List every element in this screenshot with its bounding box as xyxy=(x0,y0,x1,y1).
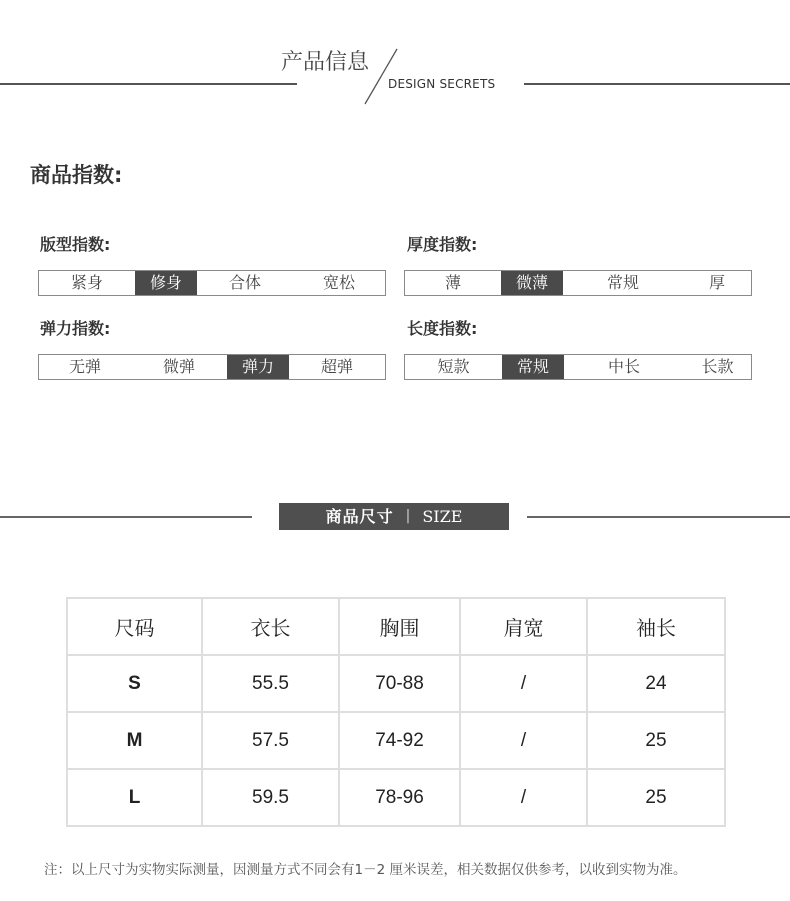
measurement-note: 注：以上尺寸为实物实际测量，因测量方式不同会有1－2 厘米误差，相关数据仅供参考，以收到实物为准。 xyxy=(44,862,687,878)
thickness-index-scale xyxy=(404,270,752,296)
length-index-label: 长度指数: xyxy=(407,319,478,338)
elasticity-option: 无弹 xyxy=(68,357,101,376)
size-cell: M xyxy=(67,712,202,769)
size-rule-left xyxy=(0,516,252,518)
elasticity-option: 超弹 xyxy=(320,357,353,376)
length-option: 中长 xyxy=(607,357,640,376)
size-title-zh: 商品尺寸 xyxy=(325,507,394,526)
length-option: 长款 xyxy=(701,357,734,376)
product-index-title: 商品指数: xyxy=(30,163,123,187)
elasticity-index-scale xyxy=(38,354,386,380)
size-cell: S xyxy=(67,655,202,712)
elasticity-option: 微弹 xyxy=(162,357,195,376)
length-cell: 55.5 xyxy=(202,655,339,712)
size-header-tag xyxy=(279,503,509,530)
size-cell: L xyxy=(67,769,202,826)
length-cell: 57.5 xyxy=(202,712,339,769)
thickness-option-selected: 微薄 xyxy=(501,271,563,295)
table-row xyxy=(67,655,725,712)
fit-option: 合体 xyxy=(228,273,261,292)
shoulder-cell: / xyxy=(460,655,587,712)
table-header-row xyxy=(67,598,725,655)
shoulder-cell: / xyxy=(460,769,587,826)
thickness-option: 薄 xyxy=(444,273,461,292)
header-rule-right xyxy=(524,83,790,85)
size-title-separator: | xyxy=(405,508,411,524)
fit-option-selected: 修身 xyxy=(135,271,197,295)
table-row xyxy=(67,769,725,826)
col-header-size: 尺码 xyxy=(67,598,202,655)
sleeve-cell: 25 xyxy=(587,712,725,769)
sleeve-cell: 25 xyxy=(587,769,725,826)
chest-cell: 78-96 xyxy=(339,769,460,826)
chest-cell: 74-92 xyxy=(339,712,460,769)
fit-index-label: 版型指数: xyxy=(40,235,111,254)
length-option-selected: 常规 xyxy=(502,355,564,379)
length-cell: 59.5 xyxy=(202,769,339,826)
size-title-en: SIZE xyxy=(422,507,463,526)
fit-option: 宽松 xyxy=(322,273,355,292)
col-header-sleeve: 袖长 xyxy=(587,598,725,655)
thickness-index-label: 厚度指数: xyxy=(407,235,478,254)
chest-cell: 70-88 xyxy=(339,655,460,712)
product-info-subtitle: DESIGN SECRETS xyxy=(388,77,496,91)
elasticity-option-selected: 弹力 xyxy=(227,355,289,379)
thickness-option: 厚 xyxy=(708,273,725,292)
size-table xyxy=(66,597,726,827)
length-index-scale xyxy=(404,354,752,380)
length-option: 短款 xyxy=(437,357,470,376)
fit-option: 紧身 xyxy=(70,273,103,292)
sleeve-cell: 24 xyxy=(587,655,725,712)
fit-index-scale xyxy=(38,270,386,296)
shoulder-cell: / xyxy=(460,712,587,769)
product-info-title: 产品信息 xyxy=(281,50,370,75)
thickness-option: 常规 xyxy=(606,273,639,292)
table-row xyxy=(67,712,725,769)
col-header-shoulder: 肩宽 xyxy=(460,598,587,655)
size-rule-right xyxy=(527,516,790,518)
col-header-chest: 胸围 xyxy=(339,598,460,655)
col-header-length: 衣长 xyxy=(202,598,339,655)
elasticity-index-label: 弹力指数: xyxy=(40,319,111,338)
header-rule-left xyxy=(0,83,297,85)
